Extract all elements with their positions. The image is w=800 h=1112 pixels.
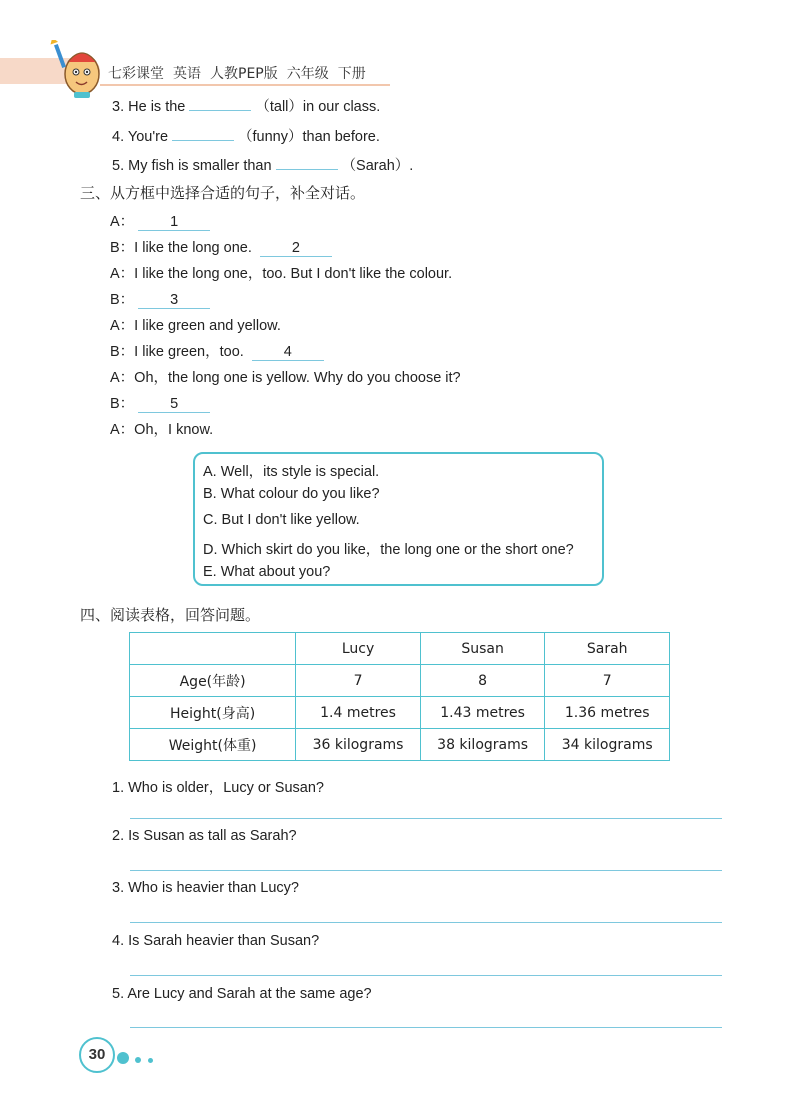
answer-blank[interactable] (189, 96, 251, 111)
speaker: A： (110, 266, 135, 282)
table-cell: 7 (545, 665, 670, 697)
item-text: You're (127, 129, 169, 145)
dialogue-text: I like the long one. (134, 240, 252, 256)
speaker: A： (110, 422, 135, 438)
table-cell: 38 kilograms (420, 729, 545, 761)
section3-title: 三、从方框中选择合适的句子，补全对话。 (80, 184, 366, 202)
dialogue-line (110, 262, 452, 283)
dialogue-blank[interactable]: 5 (138, 396, 210, 413)
answer-line[interactable] (130, 818, 722, 819)
question-item (112, 986, 372, 1002)
table-cell: 1.43 metres (420, 697, 545, 729)
table-row (130, 729, 670, 761)
dialogue-blank[interactable]: 4 (252, 344, 324, 361)
answer-line[interactable] (130, 975, 722, 976)
speaker: A： (110, 370, 135, 386)
question-text: Who is older，Lucy or Susan? (128, 780, 324, 796)
table-cell: 34 kilograms (545, 729, 670, 761)
speaker: B： (110, 292, 135, 308)
dialogue-line (110, 418, 213, 439)
question-text: Is Sarah heavier than Susan? (128, 933, 320, 949)
item-hint: （funny）than before. (238, 129, 380, 145)
dialogue-text: Oh，the long one is yellow. Why do you choose it? (134, 370, 461, 386)
item-number: 3. (112, 99, 125, 115)
question-item (112, 828, 297, 844)
dialogue-line (110, 340, 324, 361)
question-number: 1. (112, 780, 125, 796)
header-grade: 六年级 (286, 66, 329, 82)
fill-in-item (112, 125, 380, 146)
table-row (130, 665, 670, 697)
question-text: Is Susan as tall as Sarah? (128, 828, 297, 844)
dialogue-line (110, 236, 332, 257)
option-e: E. What about you? (203, 564, 331, 580)
question-item (112, 933, 319, 949)
question-text: Who is heavier than Lucy? (128, 880, 299, 896)
dialogue-line (110, 392, 210, 413)
table-header-row (130, 633, 670, 665)
question-text: Are Lucy and Sarah at the same age? (127, 986, 372, 1002)
dialogue-blank[interactable]: 2 (260, 240, 332, 257)
question-item (112, 776, 324, 797)
answer-blank[interactable] (276, 155, 338, 170)
answer-line[interactable] (130, 1027, 722, 1028)
question-number: 3. (112, 880, 125, 896)
item-text: He is the (128, 99, 186, 115)
dialogue-line (110, 210, 210, 231)
item-text: My fish is smaller than (128, 158, 272, 174)
question-item (112, 880, 299, 896)
item-number: 5. (112, 158, 125, 174)
dialogue-text: I like green and yellow. (134, 318, 281, 334)
decor-dot-icon (117, 1052, 129, 1064)
header-edition: 人教PEP版 (210, 66, 278, 82)
decor-dot-icon (148, 1058, 153, 1063)
mascot-icon (48, 40, 110, 100)
option-d: D. Which skirt do you like，the long one or the short one? (203, 542, 574, 558)
option-b: B. What colour do you like? (203, 486, 380, 502)
option-a: A. Well，its style is special. (203, 464, 380, 480)
speaker: B： (110, 240, 135, 256)
answer-blank[interactable] (172, 126, 234, 141)
speaker: B： (110, 344, 135, 360)
speaker: A： (110, 318, 135, 334)
item-hint: （tall）in our class. (255, 99, 381, 115)
dialogue-text: I like the long one，too. But I don't like the colour. (134, 266, 453, 282)
table-header-cell: Sarah (545, 633, 670, 665)
table-cell: 1.36 metres (545, 697, 670, 729)
question-number: 4. (112, 933, 125, 949)
dialogue-line (110, 288, 210, 309)
table-row-label: Height(身高) (130, 697, 296, 729)
dialogue-line (110, 314, 281, 335)
item-number: 4. (112, 129, 125, 145)
section4-title: 四、阅读表格，回答问题。 (80, 606, 261, 624)
dialogue-blank[interactable]: 3 (138, 292, 210, 309)
table-header-cell: Lucy (296, 633, 421, 665)
option-c: C. But I don't like yellow. (203, 512, 360, 528)
table-row (130, 697, 670, 729)
speaker: B： (110, 396, 135, 412)
header-subject: 英语 (173, 66, 201, 82)
dialogue-text: I like green，too. (134, 344, 244, 360)
table-cell: 36 kilograms (296, 729, 421, 761)
item-hint: （Sarah）. (341, 158, 414, 174)
table-cell: 1.4 metres (296, 697, 421, 729)
table-row-label: Weight(体重) (130, 729, 296, 761)
header-rule (100, 84, 390, 86)
fill-in-item (112, 95, 380, 116)
table-header-cell: Susan (420, 633, 545, 665)
dialogue-text: Oh，I know. (134, 422, 214, 438)
table-cell (130, 633, 296, 665)
running-header (108, 63, 375, 83)
decor-dot-icon (135, 1057, 141, 1063)
table-row-label: Age(年龄) (130, 665, 296, 697)
fill-in-item (112, 154, 413, 175)
question-number: 2. (112, 828, 125, 844)
dialogue-line (110, 366, 461, 387)
header-series: 七彩课堂 (108, 66, 164, 82)
dialogue-blank[interactable]: 1 (138, 214, 210, 231)
header-volume: 下册 (337, 66, 366, 82)
table-cell: 7 (296, 665, 421, 697)
table-cell: 8 (420, 665, 545, 697)
page-number: 30 (79, 1037, 115, 1073)
info-table (129, 632, 670, 761)
answer-line[interactable] (130, 922, 722, 923)
speaker: A： (110, 214, 135, 230)
question-number: 5. (112, 986, 125, 1002)
answer-line[interactable] (130, 870, 722, 871)
